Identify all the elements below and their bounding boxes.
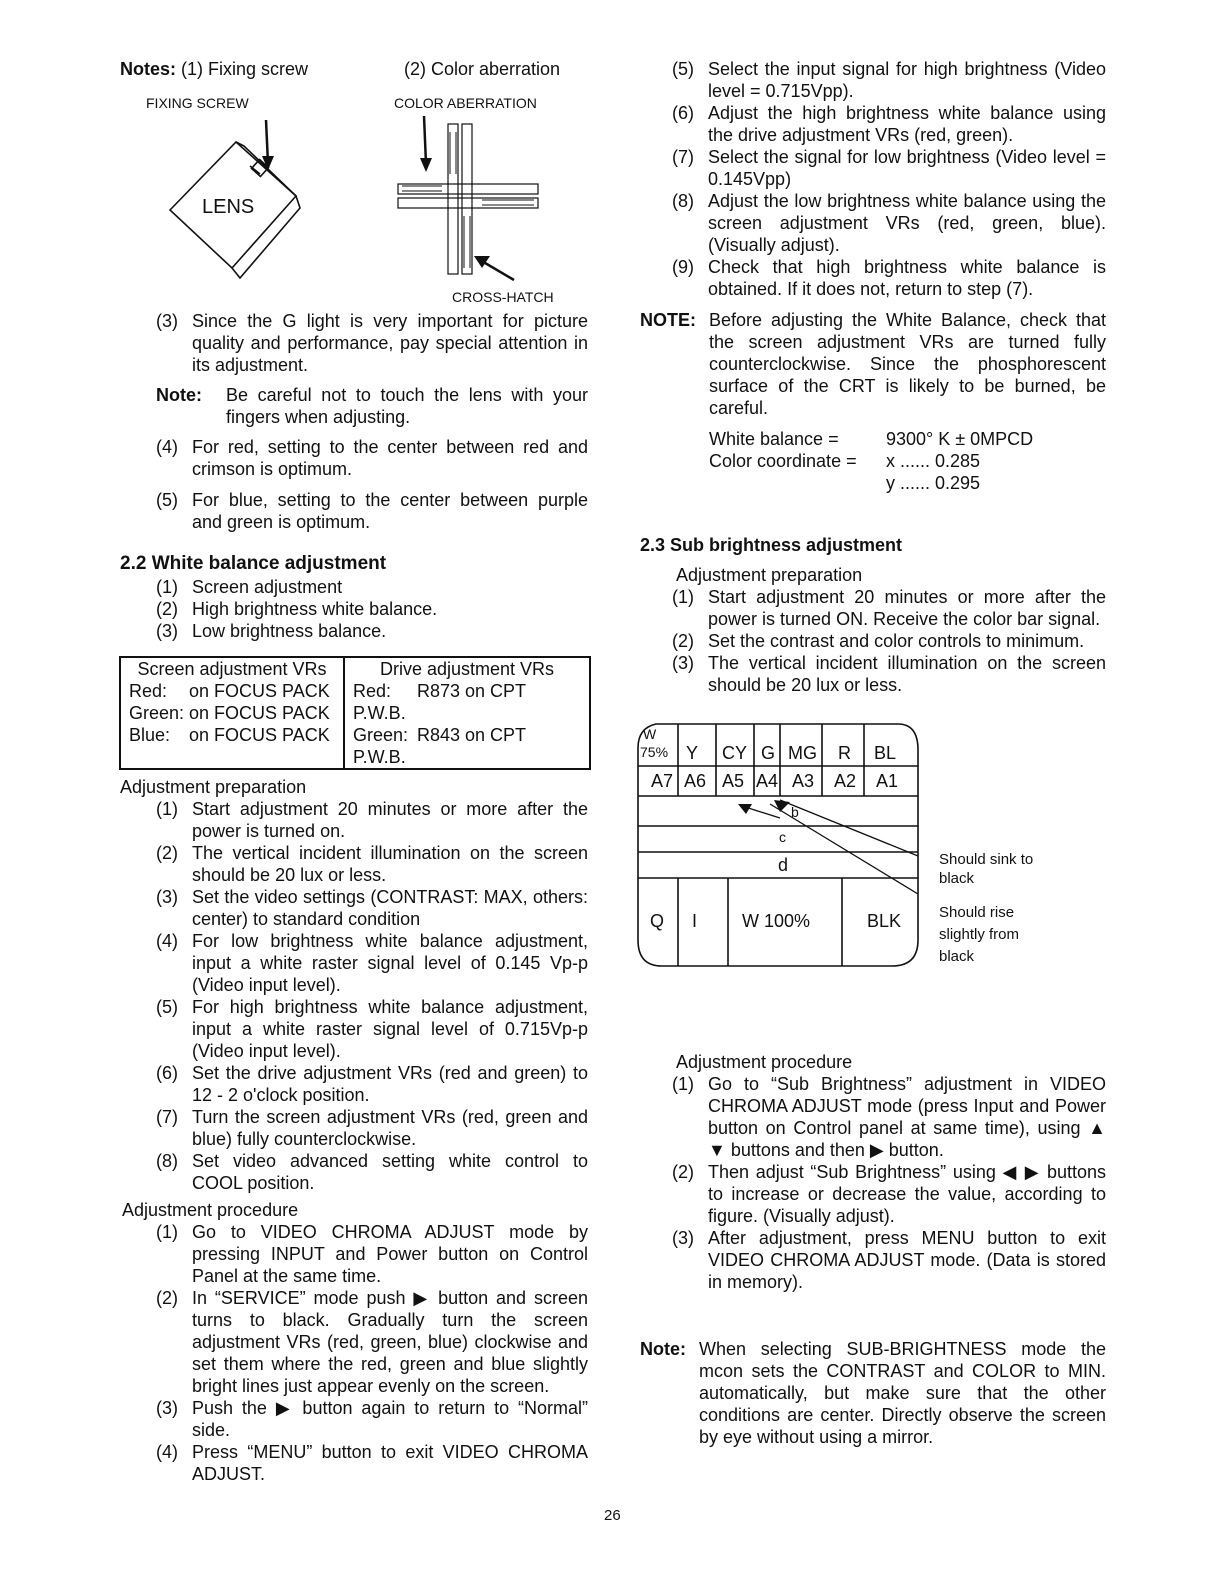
item-text: Low brightness balance. [192, 621, 387, 641]
bottom-note-text: When selecting SUB-BRIGHTNESS mode the mcon sets the CONTRAST and COLOR to MIN. automatically, but make sure that the other conditions are center. Directly observe the screen by eye without using a mirror. [699, 1339, 1106, 1447]
section-23-prep-title: Adjustment preparation [676, 565, 863, 585]
item-text: High brightness white balance. [192, 599, 438, 619]
item-number: (7) [156, 1107, 178, 1127]
table-row [353, 680, 581, 724]
item-number: (2) [672, 1162, 694, 1182]
item-number: (8) [156, 1151, 178, 1171]
wb-label: White balance = [709, 429, 839, 449]
section-22-title: 2.2 White balance adjustment [120, 553, 387, 574]
list-item [156, 886, 588, 930]
lens-label: LENS [202, 196, 255, 218]
item-number: (6) [156, 1063, 178, 1083]
item-number: (1) [156, 799, 178, 819]
list-item [156, 842, 588, 886]
wb-note [640, 309, 1106, 419]
lens-note [156, 384, 588, 428]
item-text: Since the G light is very important for picture quality and performance, pay special attention in its adjustment. [192, 311, 588, 375]
item-text: Adjust the high brightness white balance using the drive adjustment VRs (red, green). [708, 103, 1106, 145]
item-text: Set the drive adjustment VRs (red and green) to 12 - 2 o'clock position. [192, 1063, 588, 1105]
bar-a3: A3 [792, 771, 815, 791]
item-number: (8) [672, 191, 694, 211]
notes-item-2: (2) Color aberration [404, 59, 561, 79]
item-number: (1) [156, 1222, 178, 1242]
row-label: Red: [129, 681, 168, 701]
item-text: In “SERVICE” mode push ▶ button and screen turns to black. Gradually turn the screen adjustment VRs (red, green, blue) clockwise and set them where the red, green and blue slightly bright lines just appear evenly on the screen. [192, 1288, 588, 1396]
bar-mg: MG [788, 743, 817, 763]
item-number: (2) [156, 599, 178, 619]
w-pct: 75% [640, 744, 669, 760]
section-22-prep-list [156, 798, 588, 1194]
wb-value: 9300° K ± 0MPCD [886, 429, 1034, 449]
section-22-prep-title: Adjustment preparation [120, 777, 307, 797]
item-number: (3) [156, 1398, 178, 1418]
item-text: Push the ▶ button again to return to “Normal” side. [192, 1398, 588, 1440]
item-text: Then adjust “Sub Brightness” using ◀ ▶ buttons to increase or decrease the value, according to figure. (Visually adjust). [708, 1162, 1106, 1226]
bar-a7: A7 [651, 771, 674, 791]
list-item [156, 1106, 588, 1150]
drive-vr-column [344, 657, 590, 769]
bar-q: Q [650, 911, 665, 931]
item-text: Start adjustment 20 minutes or more after the power is turned on. [192, 799, 588, 841]
list-item [672, 1161, 1106, 1227]
item-text: After adjustment, press MENU button to exit VIDEO CHROMA ADJUST mode. (Data is stored in memory). [708, 1228, 1106, 1292]
list-item [156, 310, 588, 376]
item-number: (3) [156, 621, 178, 641]
item-text: The vertical incident illumination on the screen should be 20 lux or less. [192, 843, 588, 885]
cc-y-value: y ...... 0.295 [886, 473, 981, 493]
item-text: Screen adjustment [192, 577, 343, 597]
list-item [156, 436, 588, 480]
list-item [156, 598, 588, 620]
table-row [353, 724, 581, 768]
list-item [156, 996, 588, 1062]
left-list-b [156, 436, 588, 533]
right-list-a [672, 58, 1106, 300]
item-text: Adjust the low brightness white balance using the screen adjustment VRs (red, green, blue). (Visually adjust). [708, 191, 1106, 255]
item-number: (5) [156, 490, 178, 510]
list-item [672, 102, 1106, 146]
item-text: Select the input signal for high brightness (Video level = 0.715Vpp). [708, 59, 1106, 101]
notes-label: Notes: [120, 59, 177, 79]
row-value: on FOCUS PACK [189, 681, 330, 701]
item-number: (3) [672, 653, 694, 673]
color-aberration-label: COLOR ABERRATION [394, 95, 537, 111]
item-text: Select the signal for low brightness (Video level = 0.145Vpp) [708, 147, 1106, 189]
lens-note-text: Be careful not to touch the lens with your fingers when adjusting. [226, 385, 588, 427]
item-text: Go to “Sub Brightness” adjustment in VIDEO CHROMA ADJUST mode (press Input and Power button on Control panel at same time), using ▲ ▼ buttons and then ▶ button. [708, 1074, 1106, 1160]
section-23-proc-title: Adjustment procedure [676, 1052, 853, 1072]
bottom-note [640, 1338, 1106, 1448]
item-text: Set the contrast and color controls to minimum. [708, 631, 1085, 651]
row-value: R873 on CPT P.W.B. [353, 681, 526, 723]
cross-hatch-label: CROSS-HATCH [452, 289, 554, 305]
item-text: Set video advanced setting white control to COOL position. [192, 1151, 588, 1193]
item-text: Turn the screen adjustment VRs (red, green and blue) fully counterclockwise. [192, 1107, 588, 1149]
label-c: c [779, 829, 786, 845]
item-number: (4) [156, 931, 178, 951]
item-number: (7) [672, 147, 694, 167]
item-text: For red, setting to the center between red and crimson is optimum. [192, 437, 588, 479]
row-value: on FOCUS PACK [189, 725, 330, 745]
cc-x-value: x ...... 0.285 [886, 451, 981, 471]
item-number: (1) [672, 587, 694, 607]
bar-bl: BL [874, 743, 897, 763]
bar-a1: A1 [876, 771, 899, 791]
w-label: W [643, 726, 657, 742]
list-item [672, 146, 1106, 190]
fixing-screw-label: FIXING SCREW [146, 95, 249, 111]
wb-note-text: Before adjusting the White Balance, check that the screen adjustment VRs are turned fully counterclockwise. Since the phosphorescent surface of the CRT is likely to be burned, be careful. [709, 310, 1106, 418]
list-item [156, 1441, 588, 1485]
item-number: (3) [156, 311, 178, 331]
section-23-title: 2.3 Sub brightness adjustment [640, 535, 903, 555]
list-item [156, 489, 588, 533]
bar-a2: A2 [834, 771, 857, 791]
list-item [156, 1150, 588, 1194]
section-22-proc-list [156, 1221, 588, 1485]
list-item [672, 630, 1106, 652]
section-22-list [156, 576, 588, 642]
label-b: b [791, 804, 799, 820]
row-label: Red: [353, 681, 392, 701]
item-number: (1) [156, 577, 178, 597]
list-item [672, 586, 1106, 630]
notes-item-1: (1) Fixing screw [181, 59, 309, 79]
bar-r: R [838, 743, 851, 763]
bar-g: G [761, 743, 776, 763]
item-number: (3) [156, 887, 178, 907]
vr-table [119, 656, 591, 770]
item-text: Check that high brightness white balance is obtained. If it does not, return to step (7). [708, 257, 1106, 299]
list-item [672, 1073, 1106, 1161]
item-text: Start adjustment 20 minutes or more after the power is turned ON. Receive the color bar signal. [708, 587, 1106, 629]
list-item [672, 256, 1106, 300]
cc-label: Color coordinate = [709, 451, 857, 471]
sink-pointer [780, 800, 918, 856]
label-d: d [778, 855, 789, 875]
table-row [129, 680, 335, 702]
bar-i: I [692, 911, 698, 931]
item-text: For high brightness white balance adjustment, input a white raster signal level of 0.715Vp-p (Video input level). [192, 997, 588, 1061]
row-value: on FOCUS PACK [189, 703, 330, 723]
sink-note: Should sink to black [939, 851, 1034, 887]
list-item [156, 930, 588, 996]
item-text: The vertical incident illumination on the screen should be 20 lux or less. [708, 653, 1106, 695]
bar-y: Y [686, 743, 699, 763]
bar-a5: A5 [722, 771, 745, 791]
item-number: (9) [672, 257, 694, 277]
bar-cy: CY [722, 743, 748, 763]
list-item [156, 576, 588, 598]
list-item [156, 1062, 588, 1106]
page-number: 26 [604, 1507, 621, 1524]
item-number: (2) [672, 631, 694, 651]
drive-vr-header: Drive adjustment VRs [379, 659, 555, 679]
item-number: (3) [672, 1228, 694, 1248]
section-23-prep-list [672, 586, 1106, 696]
item-number: (5) [156, 997, 178, 1017]
bar-a6: A6 [684, 771, 707, 791]
rise-note: Should rise slightly from black [939, 904, 1020, 965]
section-23-proc-list [672, 1073, 1106, 1293]
table-row [129, 724, 335, 746]
item-text: For blue, setting to the center between purple and green is optimum. [192, 490, 588, 532]
list-item [156, 1397, 588, 1441]
list-item [156, 620, 588, 642]
list-item [156, 1221, 588, 1287]
lens-note-label: Note: [156, 385, 202, 405]
section-22-proc-title: Adjustment procedure [122, 1200, 299, 1220]
item-number: (4) [156, 437, 178, 457]
row-label: Green: [129, 703, 185, 723]
item-text: Press “MENU” button to exit VIDEO CHROMA ADJUST. [192, 1442, 588, 1484]
wb-note-label: NOTE: [640, 310, 696, 330]
bar-w100: W 100% [742, 911, 811, 931]
list-item [672, 1227, 1106, 1293]
cross-hatch-figure [390, 112, 550, 287]
bottom-note-label: Note: [640, 1339, 686, 1359]
screen-vr-header: Screen adjustment VRs [137, 659, 327, 679]
aberration-arrow [424, 116, 426, 164]
notes-header [120, 58, 308, 80]
bar-blk: BLK [867, 911, 902, 931]
item-number: (5) [672, 59, 694, 79]
list-item [672, 58, 1106, 102]
list-item [672, 190, 1106, 256]
list-item [156, 798, 588, 842]
item-number: (6) [672, 103, 694, 123]
row-label: Green: [353, 725, 409, 745]
list-item [672, 652, 1106, 696]
screen-vr-column [120, 657, 344, 769]
row-label: Blue: [129, 725, 171, 745]
item-text: Go to VIDEO CHROMA ADJUST mode by pressing INPUT and Power button on Control Panel at the same time. [192, 1222, 588, 1286]
row-value: R843 on CPT P.W.B. [353, 725, 526, 767]
item-text: For low brightness white balance adjustment, input a white raster signal level of 0.145 Vp-p (Video input level). [192, 931, 588, 995]
list-item [156, 1287, 588, 1397]
item-number: (1) [672, 1074, 694, 1094]
item-number: (2) [156, 1288, 178, 1308]
item-text: Set the video settings (CONTRAST: MAX, others: center) to standard condition [192, 887, 588, 929]
item-number: (2) [156, 843, 178, 863]
bar-a4: A4 [756, 771, 779, 791]
table-row [129, 702, 335, 724]
item-number: (4) [156, 1442, 178, 1462]
left-list-a [156, 310, 588, 376]
